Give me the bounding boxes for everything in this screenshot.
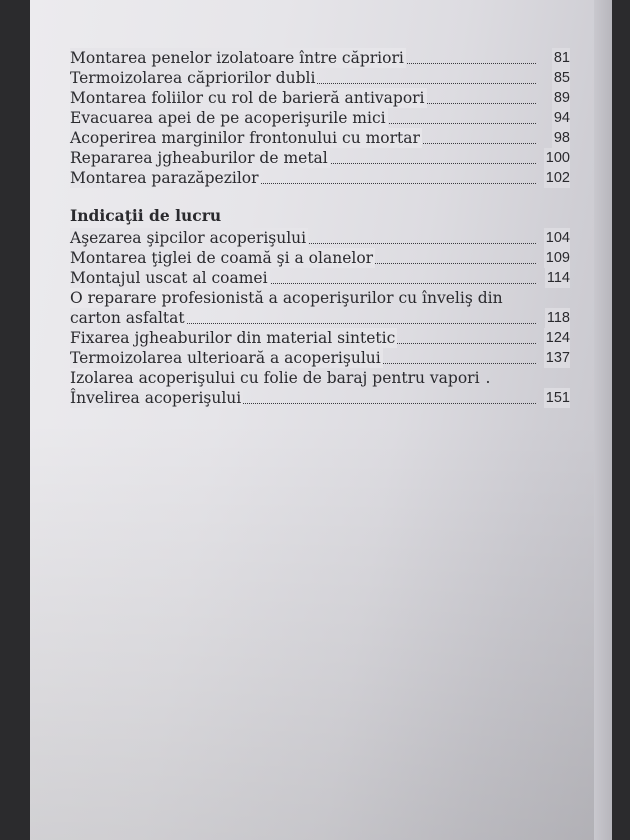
toc-entry [70,68,570,88]
toc-entry-title: Aşezarea şipcilor acoperişului [70,229,307,247]
toc-entry-page: 114 [546,270,570,286]
toc-entry-suffix: . [485,369,491,387]
toc-entry [70,268,570,288]
toc-entry-page: 151 [545,390,570,406]
toc-entry [70,128,570,148]
toc-entry [70,368,570,388]
toc-entry-page: 98 [553,130,570,146]
toc-entry-title: Montarea foliilor cu rol de barieră antivapori [70,89,425,107]
toc-entry-page: 81 [553,50,570,66]
toc-entry-page: 118 [546,310,570,326]
toc-entry [70,388,570,408]
book-page [30,0,612,840]
toc-entry-title: Fixarea jgheaburilor din material sintetic [70,329,396,347]
toc-entry-title: Termoizolarea ulterioară a acoperişului [70,349,381,367]
toc-entry [70,88,570,108]
page-shadow [30,420,612,840]
toc-entry-page: 124 [545,330,570,346]
section-heading: Indicaţii de lucru [70,206,222,225]
toc-entry-title: Repararea jgheaburilor de metal [70,149,328,167]
toc-entry-page: 137 [545,350,570,366]
toc-entry-page: 85 [553,70,570,86]
toc-entry [70,288,570,328]
toc-entry-page: 89 [553,90,570,106]
toc-entry-page: 109 [545,250,570,266]
toc-entry-title-line2: carton asfaltat [70,309,185,327]
toc-entry [70,248,570,268]
table-of-contents [70,48,570,408]
toc-entry [70,168,570,188]
toc-entry-title: Termoizolarea căpriorilor dubli [70,69,316,87]
toc-entry-title: Montarea ţiglei de coamă şi a olanelor [70,249,374,267]
toc-entry [70,228,570,248]
toc-entry-title: Izolarea acoperişului cu folie de baraj pentru vapori [70,369,480,387]
toc-entry-title: Învelirea acoperişului [70,389,242,407]
toc-entry [70,108,570,128]
toc-entry-title: Montarea parazăpezilor [70,169,259,187]
toc-entry-page: 100 [545,150,570,166]
toc-entry-page: 94 [553,110,570,126]
toc-entry-title: Montarea penelor izolatoare între căpriori [70,49,404,67]
toc-entry [70,148,570,168]
toc-entry [70,48,570,68]
page-edge [594,0,612,840]
toc-entry-title: Evacuarea apei de pe acoperişurile mici [70,109,386,127]
toc-entry-title: Montajul uscat al coamei [70,269,268,287]
toc-entry [70,328,570,348]
toc-entry-title-line1: O reparare profesionistă a acoperişurilor cu înveliş din [70,289,503,307]
toc-entry [70,348,570,368]
toc-entry-page: 102 [545,170,570,186]
toc-entry-title: Acoperirea marginilor frontonului cu mortar [70,129,420,147]
toc-entry-page: 104 [545,230,570,246]
